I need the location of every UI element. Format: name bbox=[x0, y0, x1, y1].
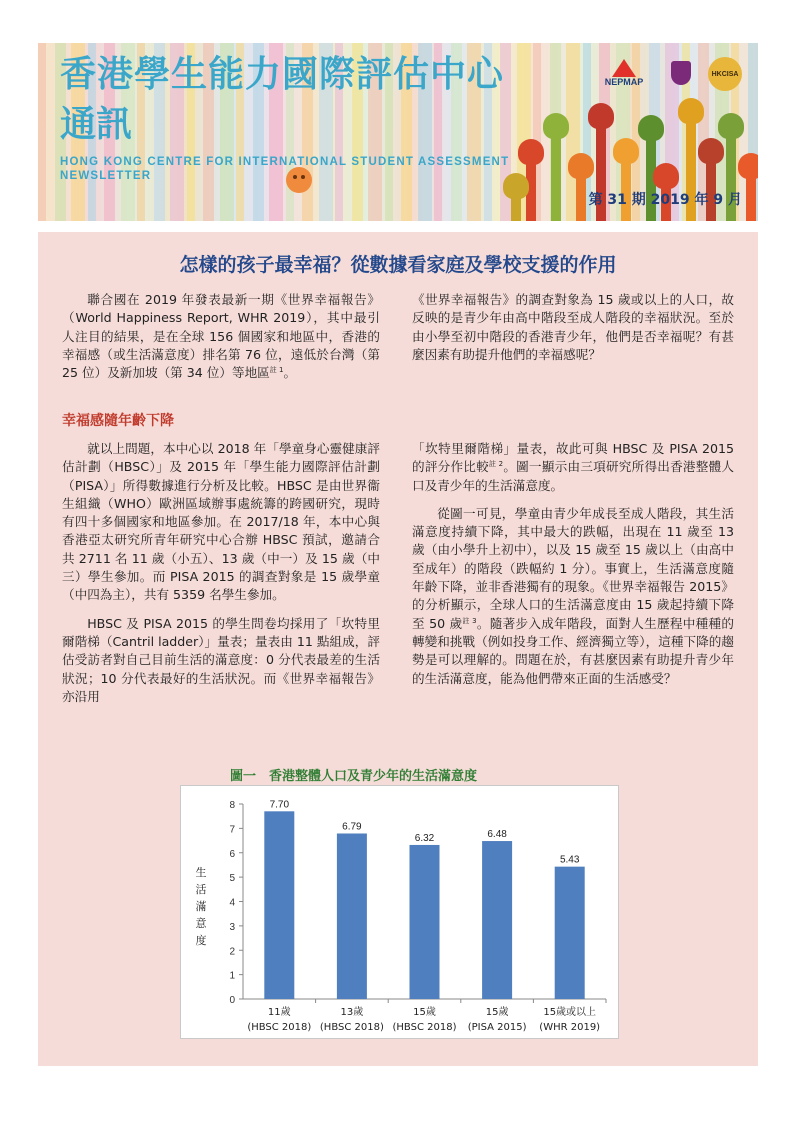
y-axis-label-char: 滿 bbox=[195, 900, 207, 913]
bar bbox=[555, 867, 585, 999]
nepmap-logo-mark bbox=[612, 59, 636, 77]
y-tick-label: 5 bbox=[229, 873, 235, 885]
body-paragraph-3 bbox=[412, 440, 734, 495]
footnote-ref-2[interactable]: 註 2 bbox=[488, 460, 504, 469]
y-tick-label: 7 bbox=[229, 824, 235, 836]
x-tick-label: (HBSC 2018) bbox=[319, 1022, 384, 1033]
footnote-ref-1[interactable]: 註 1 bbox=[269, 366, 284, 374]
raised-hand-icon bbox=[738, 153, 758, 179]
banner-stripe bbox=[38, 43, 46, 221]
newsletter-title: 香港學生能力國際評估中心 bbox=[60, 54, 505, 95]
x-tick-label: (HBSC 2018) bbox=[247, 1022, 312, 1033]
newsletter-title-en: HONG KONG CENTRE FOR INTERNATIONAL STUDENT ASSESSMENT NEWSLETTER bbox=[60, 156, 510, 182]
arm-shape bbox=[746, 173, 756, 221]
x-tick-label: 15歲 bbox=[485, 1007, 509, 1018]
x-tick-label: 11歲 bbox=[267, 1007, 291, 1018]
y-axis-label-char: 度 bbox=[195, 934, 207, 947]
bar-value-label: 6.32 bbox=[414, 832, 435, 844]
body-text: 「坎特里爾階梯」量表，故此可與 HBSC 及 PISA 2015 的評分作比較 bbox=[412, 441, 734, 475]
y-tick-label: 6 bbox=[229, 848, 235, 860]
bar bbox=[337, 833, 367, 999]
raised-hand-icon bbox=[638, 115, 664, 141]
raised-hand-icon bbox=[613, 138, 639, 164]
x-tick-label: (HBSC 2018) bbox=[392, 1022, 457, 1033]
body-left-column bbox=[62, 440, 380, 716]
cuhk-crest-logo bbox=[658, 55, 704, 91]
raised-hand-icon bbox=[543, 113, 569, 139]
section-heading: 幸福感隨年齡下降 bbox=[62, 413, 174, 429]
raised-hand-icon bbox=[588, 103, 614, 129]
nepmap-logo-text: NEPMAP bbox=[604, 77, 644, 87]
intro-paragraph bbox=[62, 291, 380, 382]
bar-value-label: 6.48 bbox=[487, 829, 507, 841]
intro-continuation: 《世界幸福報告》的調查對象為 15 歲或以上的人口，故反映的是青少年由高中階段至成人階段的幸福狀況。至於由小學至初中階段的香港青少年，他們是否幸福呢？有甚麼因素有助提升他們的幸福感呢？ bbox=[412, 292, 734, 362]
y-tick-label: 3 bbox=[229, 921, 235, 933]
y-tick-label: 4 bbox=[229, 897, 235, 909]
raised-hand-icon bbox=[653, 163, 679, 189]
chart-svg bbox=[181, 786, 618, 1038]
intro-left-column bbox=[62, 291, 380, 392]
y-axis-label-char: 生 bbox=[195, 866, 207, 879]
life-satisfaction-chart bbox=[180, 785, 619, 1039]
body-text-end: 。隨著步入成年階段，面對人生歷程中種種的轉變和挑戰（例如投身工作、經濟獨立等），這種下降的趨勢是可以理解的。問題在於，有甚麼因素有助提升青少年的生活滿意度，能為他們帶來正面的生活感受？ bbox=[412, 615, 734, 686]
body-paragraph-4 bbox=[412, 505, 734, 688]
figure-title: 圖一 香港整體人口及青少年的生活滿意度 bbox=[230, 769, 478, 784]
intro-text-end: 。 bbox=[283, 365, 297, 381]
bar-value-label: 5.43 bbox=[559, 854, 580, 866]
bar-value-label: 7.70 bbox=[269, 799, 290, 811]
body-text: 從圖一可見，學童由青少年成長至成人階段，其生活滿意度持續下降，其中最大的跌幅，出現在 11 歲至 13 歲（由小學升上初中），以及 15 歲至 15 歲以上（由高中至成年）的階段（跌幅約 1 分）。事實上，生活滿意度隨年齡下降，並非香港獨有的現象。《世界幸福報告 2015》的分析顯示，全球人口的生活滿意度由 15 歲起持續下降至 50 歲 bbox=[412, 505, 734, 631]
intro-text: 聯合國在 2019 年發表最新一期《世界幸福報告》（World Happiness Report, WHR 2019），其中最引人注目的結果，是在全球 156 個國家和地區中，香港的幸福感（或生活滿意度）排名第 76 位，遠低於台灣（第 25 位）及新加坡（第 34 位）等地區 bbox=[62, 292, 380, 381]
y-tick-label: 2 bbox=[229, 946, 235, 958]
raised-hand-icon bbox=[698, 138, 724, 164]
x-tick-label: (WHR 2019) bbox=[539, 1022, 601, 1033]
body-right-column bbox=[412, 440, 734, 698]
x-tick-label: 13歲 bbox=[340, 1007, 364, 1018]
raised-hand-icon bbox=[718, 113, 744, 139]
intro-right-column bbox=[412, 291, 734, 374]
y-tick-label: 0 bbox=[229, 995, 235, 1006]
bar-value-label: 6.79 bbox=[342, 821, 362, 833]
cuhk-crest-icon bbox=[671, 61, 691, 85]
newsletter-title-line2: 通訊 bbox=[60, 104, 133, 145]
bar bbox=[264, 811, 294, 999]
hkcisa-logo bbox=[708, 57, 742, 91]
bar bbox=[482, 841, 512, 999]
newsletter-banner bbox=[38, 43, 758, 221]
footnote-ref-3[interactable]: 註 3 bbox=[462, 616, 477, 625]
hkcisa-logo-text: HKCISA bbox=[711, 70, 739, 78]
body-paragraph-1: 就以上問題，本中心以 2018 年「學童身心靈健康評估計劃（HBSC）」及 2015 年「學生能力國際評估計劃（PISA）」所得數據進行分析及比較。HBSC 是由世界衞生組織（WHO）歐洲區域辦事處統籌的跨國研究，現時有四十多個國家和地區參加。在 2017/18 年，本中心與香港亞太研究所青年研究中心合辦 HBSC 預試，邀請合共 2711 名 11 歲（小五）、13 歲（中一）及 15 歲（中三）學生參加。而 PISA 2015 的調查對象是 15 歲學童（中四為主），共有 5359 名學生參加。 bbox=[62, 441, 380, 603]
y-tick-label: 1 bbox=[229, 970, 235, 982]
issue-date: 第 31 期 2019 年 9 月 bbox=[588, 192, 742, 208]
raised-hand-icon bbox=[678, 98, 704, 124]
x-tick-label: 15歲 bbox=[413, 1007, 436, 1018]
nepmap-logo bbox=[598, 55, 650, 91]
y-axis-label-char: 意 bbox=[195, 917, 207, 930]
y-axis-label-char: 活 bbox=[195, 883, 207, 896]
x-tick-label: (PISA 2015) bbox=[467, 1022, 527, 1033]
bar bbox=[410, 845, 440, 999]
body-paragraph-2: HBSC 及 PISA 2015 的學生問卷均採用了「坎特里爾階梯（Cantril ladder）」量表；量表由 11 點組成，評估受訪者對自己目前生活的滿意度：0 分代表最差的生活狀況；10 分代表最好的生活狀況。而《世界幸福報告》亦沿用 bbox=[62, 615, 380, 704]
body-text-end: 。圖一顯示由三項研究所得出香港整體人口及青少年的生活滿意度。 bbox=[412, 459, 735, 493]
y-tick-label: 8 bbox=[229, 800, 235, 811]
article-headline: 怎樣的孩子最幸福？從數據看家庭及學校支援的作用 bbox=[179, 254, 617, 276]
x-tick-label: 15歲或以上 bbox=[543, 1007, 597, 1018]
